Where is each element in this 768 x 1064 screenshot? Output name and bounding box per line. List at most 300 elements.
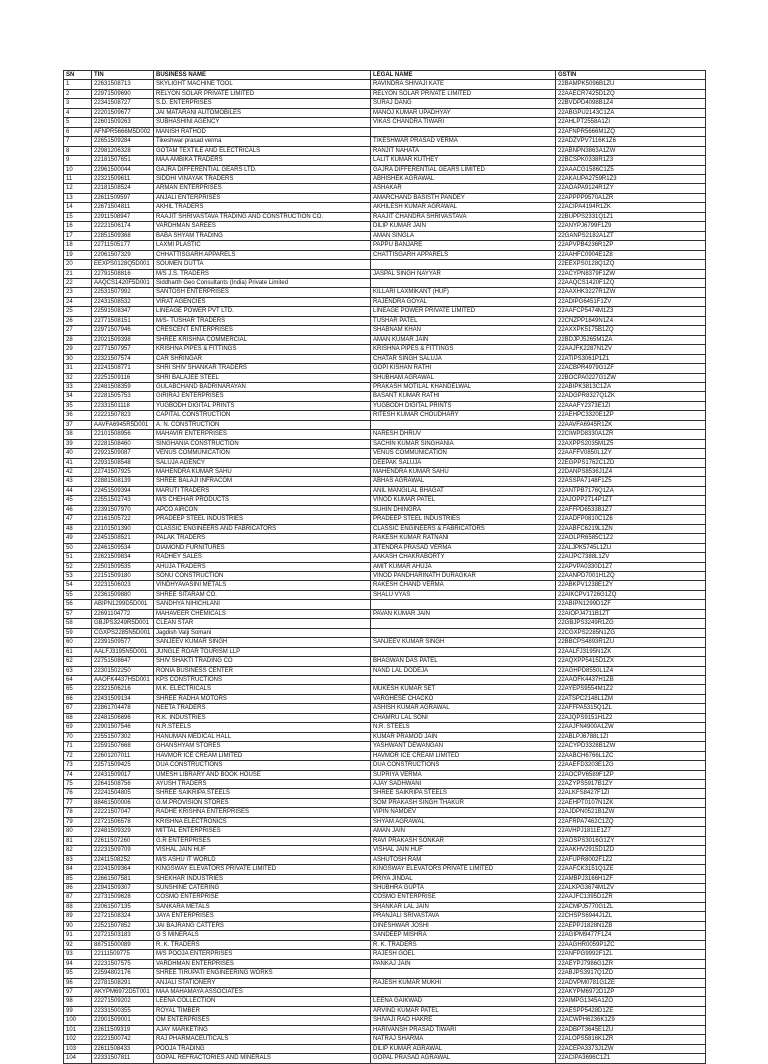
table-row xyxy=(64,137,706,146)
cell-tin: 22281505753 xyxy=(92,392,154,401)
cell-business-name: KRISHNA PIPES & FITTINGS xyxy=(154,345,371,354)
cell-business-name: PRADEEP STEEL INDUSTRIES xyxy=(154,515,371,524)
cell-business-name: SHREE TIRUPATI ENGINEERING WORKS xyxy=(154,969,371,978)
cell-tin: 22431509134 xyxy=(92,694,154,703)
table-row xyxy=(64,893,706,902)
table-row xyxy=(64,89,706,98)
cell-legal-name: LEENA GAIKWAD xyxy=(371,997,556,1006)
cell-business-name: GOTAM TEXTILE AND ELECTRICALS xyxy=(154,146,371,155)
table-row xyxy=(64,297,706,306)
cell-gstin: 22ABIPN1299D1ZF xyxy=(556,600,706,609)
cell-business-name: VENUS COMMUNICATION xyxy=(154,449,371,458)
cell-sn: 102 xyxy=(64,1035,92,1044)
table-row xyxy=(64,704,706,713)
cell-legal-name: ASHUTOSH RAM xyxy=(371,855,556,864)
cell-gstin: 22BUPPS2331Q1Z1 xyxy=(556,212,706,221)
cell-gstin: 22ADGPR8327Q1ZK xyxy=(556,392,706,401)
cell-gstin: 22BOCPA0227G1ZW xyxy=(556,373,706,382)
cell-business-name: RAAJIT SHRIVASTAVA TRADING AND CONSTRUCTION CO. xyxy=(154,212,371,221)
cell-business-name: SHREE SITARAM CO. xyxy=(154,590,371,599)
cell-business-name: HAVMOR ICE CREAM LIMITED xyxy=(154,751,371,760)
cell-legal-name xyxy=(371,260,556,269)
cell-tin: 22721508324 xyxy=(92,912,154,921)
cell-business-name: SKYLIGHT MACHINE TOOL xyxy=(154,80,371,89)
cell-gstin: 22AEPPJ1828N1ZB xyxy=(556,921,706,930)
cell-sn: 78 xyxy=(64,808,92,817)
cell-legal-name: ARVIND KUMAR PATEL xyxy=(371,1006,556,1015)
cell-sn: 101 xyxy=(64,1025,92,1034)
cell-sn: 17 xyxy=(64,231,92,240)
cell-gstin: 22AABCH6766L1ZC xyxy=(556,751,706,760)
cell-sn: 21 xyxy=(64,269,92,278)
cell-business-name: YUGBODH DIGITAL PRINTS xyxy=(154,401,371,410)
cell-gstin: 22ACYPN8379F1ZW xyxy=(556,269,706,278)
cell-gstin: 22AJOPP2714P1ZT xyxy=(556,496,706,505)
cell-sn: 13 xyxy=(64,193,92,202)
cell-legal-name: JITENDRA PRASAD VERMA xyxy=(371,543,556,552)
cell-gstin: 22ACEPA3373J1ZW xyxy=(556,1044,706,1053)
header-legal-name: LEGAL NAME xyxy=(371,71,556,80)
cell-sn: 1 xyxy=(64,80,92,89)
table-row xyxy=(64,855,706,864)
cell-gstin: 22ALKFS8427F1ZI xyxy=(556,789,706,798)
cell-legal-name: DILIP KUMAR JAIN xyxy=(371,222,556,231)
cell-gstin: 22BDJPJ5265M1ZA xyxy=(556,335,706,344)
cell-sn: 4 xyxy=(64,108,92,117)
cell-business-name: ROYAL TIMBER xyxy=(154,1006,371,1015)
table-row xyxy=(64,808,706,817)
cell-gstin: 22ACIPA4194R1ZK xyxy=(556,203,706,212)
table-row xyxy=(64,950,706,959)
table-row xyxy=(64,174,706,183)
cell-gstin: 22ADZVPV7116K1Z6 xyxy=(556,137,706,146)
table-row xyxy=(64,524,706,533)
cell-gstin: 22ATSPC2148L1ZM xyxy=(556,694,706,703)
cell-sn: 19 xyxy=(64,250,92,259)
cell-legal-name: DUA CONSTRUCTIONS xyxy=(371,761,556,770)
cell-tin: 22161505722 xyxy=(92,515,154,524)
cell-sn: 75 xyxy=(64,779,92,788)
cell-legal-name: DINESHWAR JOSHI xyxy=(371,921,556,930)
cell-business-name: ARMAN ENTERPRISES xyxy=(154,184,371,193)
cell-tin: 22271509202 xyxy=(92,997,154,1006)
cell-tin: 22321509611 xyxy=(92,174,154,183)
cell-gstin: 22AZYPS5917B1ZY xyxy=(556,779,706,788)
cell-gstin: 22AOCPV6589F1ZP xyxy=(556,770,706,779)
cell-business-name: RAJ PHARMACEUTICALS xyxy=(154,1035,371,1044)
cell-business-name: SONU CONSTRUCTION xyxy=(154,572,371,581)
table-row xyxy=(64,978,706,987)
cell-tin: 22361509880 xyxy=(92,590,154,599)
table-row xyxy=(64,288,706,297)
table-row xyxy=(64,902,706,911)
cell-business-name: UMESH LIBRARY AND BOOK HOUSE xyxy=(154,770,371,779)
cell-business-name: SUNSHINE CATERING xyxy=(154,883,371,892)
cell-business-name: SALUJA AGENCY xyxy=(154,458,371,467)
cell-business-name: JAYA ENTERPRISES xyxy=(154,912,371,921)
cell-legal-name: SHYAM AGRAWAL xyxy=(371,817,556,826)
cell-tin: 22101501390 xyxy=(92,524,154,533)
cell-legal-name: KRISHNA PIPES & FITTINGS xyxy=(371,345,556,354)
table-row xyxy=(64,496,706,505)
cell-tin: 22221506174 xyxy=(92,222,154,231)
cell-business-name: R.K. INDUSTRIES xyxy=(154,713,371,722)
cell-tin: 22711505177 xyxy=(92,241,154,250)
cell-tin: 22601509263 xyxy=(92,118,154,127)
cell-business-name: JUNGLE ROAR TOURISM LLP xyxy=(154,647,371,656)
table-row xyxy=(64,865,706,874)
table-row xyxy=(64,628,706,637)
table-row xyxy=(64,713,706,722)
cell-legal-name xyxy=(371,420,556,429)
cell-business-name: A. N. CONSTRUCTION xyxy=(154,420,371,429)
cell-sn: 56 xyxy=(64,600,92,609)
cell-business-name: SHIV SHAKTI TRADING CO xyxy=(154,657,371,666)
cell-gstin: 22CNZPP1849N1Z4 xyxy=(556,316,706,325)
cell-gstin: 22AOAPA9124R1ZY xyxy=(556,184,706,193)
cell-gstin: 22AAGHR0059P1ZC xyxy=(556,940,706,949)
cell-sn: 61 xyxy=(64,647,92,656)
cell-legal-name: SUHIN DHINGRA xyxy=(371,505,556,514)
cell-legal-name: CHATAR SINGH SALUJA xyxy=(371,354,556,363)
cell-tin: ABIPN1299D5D001 xyxy=(92,600,154,609)
cell-business-name: SHREE RADHA MOTORS xyxy=(154,694,371,703)
cell-gstin: 22AIJPC7388L1ZV xyxy=(556,553,706,562)
cell-legal-name: TUSHAR PATEL xyxy=(371,316,556,325)
cell-business-name: SINGHANIA CONSTRUCTION xyxy=(154,439,371,448)
cell-legal-name: RAVI PRAKASH SONKAR xyxy=(371,836,556,845)
cell-tin: 22551502743 xyxy=(92,496,154,505)
cell-business-name: VIRAT AGENCIES xyxy=(154,297,371,306)
cell-tin: 22721506578 xyxy=(92,817,154,826)
table-row xyxy=(64,874,706,883)
cell-business-name: M/S ASHU IT WORLD xyxy=(154,855,371,864)
table-row xyxy=(64,515,706,524)
cell-legal-name: RAJESH GOEL xyxy=(371,950,556,959)
cell-gstin: 22AIKCPV1726G1ZQ xyxy=(556,590,706,599)
table-row xyxy=(64,212,706,221)
cell-legal-name: CHATTISGARH APPARELS xyxy=(371,250,556,259)
cell-business-name: VISHAL JAIN HUF xyxy=(154,846,371,855)
cell-sn: 46 xyxy=(64,505,92,514)
cell-sn: 3 xyxy=(64,99,92,108)
cell-tin: 22231506023 xyxy=(92,581,154,590)
cell-tin: 22601207011 xyxy=(92,751,154,760)
cell-legal-name: BASANT KUMAR RATHI xyxy=(371,392,556,401)
cell-legal-name: AMAN JAIN xyxy=(371,827,556,836)
cell-tin: 22751508647 xyxy=(92,657,154,666)
cell-sn: 34 xyxy=(64,392,92,401)
cell-business-name: MANISH RATHOD xyxy=(154,127,371,136)
cell-tin: 22931508548 xyxy=(92,458,154,467)
header-row xyxy=(64,71,706,80)
cell-tin: 22981206328 xyxy=(92,146,154,155)
cell-sn: 22 xyxy=(64,278,92,287)
cell-legal-name xyxy=(371,619,556,628)
table-row xyxy=(64,345,706,354)
cell-gstin: 22CIWPD8330A1ZR xyxy=(556,430,706,439)
cell-business-name: GOPAL REFRACTORIES AND MINERALS xyxy=(154,1054,371,1063)
cell-gstin: 22AADFP0810C1Z6 xyxy=(556,515,706,524)
cell-business-name: HANUMAN MEDICAL HALL xyxy=(154,732,371,741)
cell-sn: 103 xyxy=(64,1044,92,1053)
cell-tin: 22341508727 xyxy=(92,99,154,108)
cell-gstin: 22BVDPD4098B1Z4 xyxy=(556,99,706,108)
cell-legal-name: MUKESH KUMAR SET xyxy=(371,685,556,694)
table-row xyxy=(64,931,706,940)
cell-business-name: APCO AIRCON xyxy=(154,505,371,514)
cell-tin: 22551507302 xyxy=(92,732,154,741)
cell-tin: 22331507811 xyxy=(92,1054,154,1063)
cell-tin: AKYPM6972D5T001 xyxy=(92,987,154,996)
cell-business-name: AKHIL TRADERS xyxy=(154,203,371,212)
cell-sn: 20 xyxy=(64,260,92,269)
cell-gstin: 22AAJFC1395D1ZR xyxy=(556,893,706,902)
cell-business-name: MAHAVIR ENTERPRISES xyxy=(154,430,371,439)
cell-tin: 22641508756 xyxy=(92,779,154,788)
cell-sn: 65 xyxy=(64,685,92,694)
cell-tin: 22721503183 xyxy=(92,931,154,940)
cell-sn: 66 xyxy=(64,694,92,703)
cell-tin: 22061507135 xyxy=(92,902,154,911)
cell-sn: 91 xyxy=(64,931,92,940)
cell-business-name: CHHATTISGARH APPARELS xyxy=(154,250,371,259)
table-row xyxy=(64,590,706,599)
cell-tin: 22971507946 xyxy=(92,326,154,335)
cell-business-name: CRESCENT ENTERPRISES xyxy=(154,326,371,335)
cell-business-name: G.R ENTERPRISES xyxy=(154,836,371,845)
table-row xyxy=(64,354,706,363)
cell-tin: 22594802176 xyxy=(92,969,154,978)
cell-gstin: 22DANPS8536J1Z4 xyxy=(556,468,706,477)
cell-gstin: 22AAFFV0850L1ZY xyxy=(556,449,706,458)
cell-sn: 79 xyxy=(64,817,92,826)
cell-gstin: 22ANFPG9992F1ZL xyxy=(556,950,706,959)
table-row xyxy=(64,80,706,89)
cell-business-name: RADHEY SALES xyxy=(154,553,371,562)
cell-gstin: 22CGXPS2285N1ZG xyxy=(556,628,706,637)
cell-legal-name: RAAJIT CHANDRA SHRIVASTAVA xyxy=(371,212,556,221)
cell-sn: 45 xyxy=(64,496,92,505)
cell-business-name: CAPITAL CONSTRUCTION xyxy=(154,411,371,420)
cell-gstin: 22AJDPN0521B1ZW xyxy=(556,808,706,817)
table-row xyxy=(64,562,706,571)
cell-sn: 83 xyxy=(64,855,92,864)
table-row xyxy=(64,761,706,770)
cell-sn: 14 xyxy=(64,203,92,212)
cell-tin: AAOFK4437H5D001 xyxy=(92,676,154,685)
cell-legal-name: RITESH KUMAR CHOUDHARY xyxy=(371,411,556,420)
cell-business-name: LEENA COLLECTION xyxy=(154,997,371,1006)
cell-tin: 22181507651 xyxy=(92,156,154,165)
table-row xyxy=(64,685,706,694)
cell-business-name: OM ENTERPRISES xyxy=(154,1016,371,1025)
cell-legal-name: SURAJ DANG xyxy=(371,99,556,108)
cell-legal-name: LINEAGE POWER PRIVATE LIMITED xyxy=(371,307,556,316)
cell-tin: 22251509116 xyxy=(92,373,154,382)
cell-legal-name: PRANJALI SRIVASTAVA xyxy=(371,912,556,921)
cell-legal-name: NAND LAL DODEJA xyxy=(371,666,556,675)
cell-gstin: 22AAXHK3227R1ZW xyxy=(556,288,706,297)
cell-gstin: 22ACMPJ5770G1ZL xyxy=(556,902,706,911)
cell-business-name: DIAMOND FURNITURES xyxy=(154,543,371,552)
cell-business-name: RADHE KRISHNA ENTERPRISES xyxy=(154,808,371,817)
cell-gstin: 22ABKPV1238E1ZY xyxy=(556,581,706,590)
cell-sn: 7 xyxy=(64,137,92,146)
cell-tin: 22241509364 xyxy=(92,865,154,874)
cell-gstin: 22ABNPN3863A1ZW xyxy=(556,146,706,155)
cell-sn: 95 xyxy=(64,969,92,978)
cell-legal-name xyxy=(371,987,556,996)
cell-legal-name: DEEPAK SALUJA xyxy=(371,458,556,467)
cell-legal-name: GAJRA DIFFERENTIAL GEARS LIMITED xyxy=(371,165,556,174)
cell-legal-name: ANIL MANGILAL BHAGAT xyxy=(371,486,556,495)
cell-legal-name: AMAN SINGLA xyxy=(371,231,556,240)
cell-tin: 22281508460 xyxy=(92,439,154,448)
table-row xyxy=(64,1054,706,1063)
cell-gstin: 22ABJPS3917Q1ZD xyxy=(556,969,706,978)
cell-gstin: 22AAQCS1420F1ZQ xyxy=(556,278,706,287)
cell-legal-name: SHREE SAIKRIPA STEELS xyxy=(371,789,556,798)
cell-business-name: RELYON SOLAR PRIVATE LIMITED xyxy=(154,89,371,98)
cell-sn: 97 xyxy=(64,987,92,996)
cell-business-name: M.K. ELECTRICALS xyxy=(154,685,371,694)
cell-legal-name: LALIT KUMAR KUTHEY xyxy=(371,156,556,165)
cell-gstin: 22ACBPR4979G1ZF xyxy=(556,364,706,373)
cell-tin: 22791508816 xyxy=(92,269,154,278)
table-row xyxy=(64,430,706,439)
cell-tin: 22431508532 xyxy=(92,297,154,306)
cell-legal-name: AAKASH CHAKRABORTY xyxy=(371,553,556,562)
cell-gstin: 22CHSPS6944J1ZL xyxy=(556,912,706,921)
cell-legal-name: SOM PRAKASH SINGH THAKUR xyxy=(371,798,556,807)
cell-gstin: 22AMBPJ3166H1ZF xyxy=(556,874,706,883)
cell-gstin: 22AFRPA7462C1ZQ xyxy=(556,817,706,826)
cell-business-name: SANTOSH ENTERPRISES xyxy=(154,288,371,297)
cell-tin: 22321507574 xyxy=(92,354,154,363)
cell-business-name: AYUSH TRADERS xyxy=(154,779,371,788)
cell-gstin: 22ATIPS3061P1Z1 xyxy=(556,354,706,363)
cell-business-name: SANDHYA NIHICHLANI xyxy=(154,600,371,609)
cell-gstin: 22ABGPU2143C1ZA xyxy=(556,108,706,117)
cell-sn: 90 xyxy=(64,921,92,930)
table-row xyxy=(64,364,706,373)
cell-tin: 22611509597 xyxy=(92,193,154,202)
table-row xyxy=(64,184,706,193)
cell-sn: 96 xyxy=(64,978,92,987)
table-row xyxy=(64,260,706,269)
cell-sn: 37 xyxy=(64,420,92,429)
table-row xyxy=(64,411,706,420)
cell-legal-name: VISHAL JAIN HUF xyxy=(371,846,556,855)
cell-sn: 50 xyxy=(64,543,92,552)
cell-business-name: GULABCHAND BADRINARAYAN xyxy=(154,382,371,391)
cell-tin: 22201509677 xyxy=(92,108,154,117)
cell-business-name: M/S POOJA ENTERPRISES xyxy=(154,950,371,959)
cell-gstin: 22ACIPA3696C1Z1 xyxy=(556,1054,706,1063)
cell-legal-name: PRIYA JINDAL xyxy=(371,874,556,883)
cell-legal-name xyxy=(371,676,556,685)
table-row xyxy=(64,505,706,514)
table-row xyxy=(64,997,706,1006)
cell-business-name: KINGSWAY ELEVATORS PRIVATE LIMITED xyxy=(154,865,371,874)
table-row xyxy=(64,751,706,760)
cell-business-name: ANJALI ENTERPRISES xyxy=(154,193,371,202)
table-row xyxy=(64,912,706,921)
cell-gstin: 22EGPPS1762C1ZD xyxy=(556,458,706,467)
cell-legal-name: RAKESH KUMAR RATNANI xyxy=(371,534,556,543)
cell-tin: 22481508359 xyxy=(92,382,154,391)
table-row xyxy=(64,798,706,807)
cell-legal-name: YUGBODH DIGITAL PRINTS xyxy=(371,401,556,410)
cell-legal-name: ABHAS AGRAWAL xyxy=(371,477,556,486)
gstin-register-sheet xyxy=(63,70,705,1064)
table-row xyxy=(64,732,706,741)
cell-sn: 67 xyxy=(64,704,92,713)
cell-legal-name: KINGSWAY ELEVATORS PRIVATE LIMITED xyxy=(371,865,556,874)
cell-sn: 55 xyxy=(64,590,92,599)
cell-tin: 22481506696 xyxy=(92,713,154,722)
cell-legal-name: YASHWANT DEWANGAN xyxy=(371,742,556,751)
cell-sn: 59 xyxy=(64,628,92,637)
table-row xyxy=(64,553,706,562)
cell-gstin: 22ADVPM0781G1ZE xyxy=(556,978,706,987)
cell-business-name: M/S- TUSHAR TRADERS xyxy=(154,316,371,325)
cell-legal-name: SANJEEV KUMAR SINGH xyxy=(371,638,556,647)
cell-legal-name: N.R. STEELS xyxy=(371,723,556,732)
cell-business-name: AHUJA TRADERS xyxy=(154,562,371,571)
cell-sn: 38 xyxy=(64,430,92,439)
cell-sn: 89 xyxy=(64,912,92,921)
cell-sn: 36 xyxy=(64,411,92,420)
cell-gstin: 22AOSPS3016G1ZY xyxy=(556,836,706,845)
table-row xyxy=(64,742,706,751)
table-row xyxy=(64,146,706,155)
table-row xyxy=(64,156,706,165)
table-row xyxy=(64,307,706,316)
cell-gstin: 22AAOFK4437H1ZB xyxy=(556,676,706,685)
cell-sn: 27 xyxy=(64,326,92,335)
cell-legal-name: NATRAJ SHARMA xyxy=(371,1035,556,1044)
cell-tin: 22671504811 xyxy=(92,203,154,212)
cell-gstin: 22ALKPG3674M1ZV xyxy=(556,883,706,892)
cell-gstin: 22AFNPR5666M1ZQ xyxy=(556,127,706,136)
cell-business-name: SHEKHAR INDUSTRIES xyxy=(154,874,371,883)
cell-gstin: 22ADIPG6451F1ZV xyxy=(556,297,706,306)
cell-gstin: 22APVPB4236R1ZP xyxy=(556,241,706,250)
table-row xyxy=(64,827,706,836)
cell-tin: 22961500044 xyxy=(92,165,154,174)
cell-tin: 22241508771 xyxy=(92,364,154,373)
table-row xyxy=(64,222,706,231)
table-row xyxy=(64,250,706,259)
cell-tin: 22621509834 xyxy=(92,553,154,562)
cell-gstin: 22AAJFN4900A1ZW xyxy=(556,723,706,732)
cell-legal-name: SACHIN KUMAR SINGHANIA xyxy=(371,439,556,448)
cell-legal-name xyxy=(371,127,556,136)
cell-legal-name: RAJENDRA GOYAL xyxy=(371,297,556,306)
cell-legal-name: DILIP KUMAR AGRAWAL xyxy=(371,1044,556,1053)
table-body xyxy=(64,80,706,1063)
table-row xyxy=(64,940,706,949)
cell-tin: 22221507823 xyxy=(92,411,154,420)
cell-business-name: SHRI SHIV SHANKAR TRADERS xyxy=(154,364,371,373)
cell-sn: 26 xyxy=(64,316,92,325)
cell-gstin: 22AAACG1586C1Z5 xyxy=(556,165,706,174)
table-row xyxy=(64,1044,706,1053)
table-row xyxy=(64,1006,706,1015)
cell-sn: 63 xyxy=(64,666,92,675)
